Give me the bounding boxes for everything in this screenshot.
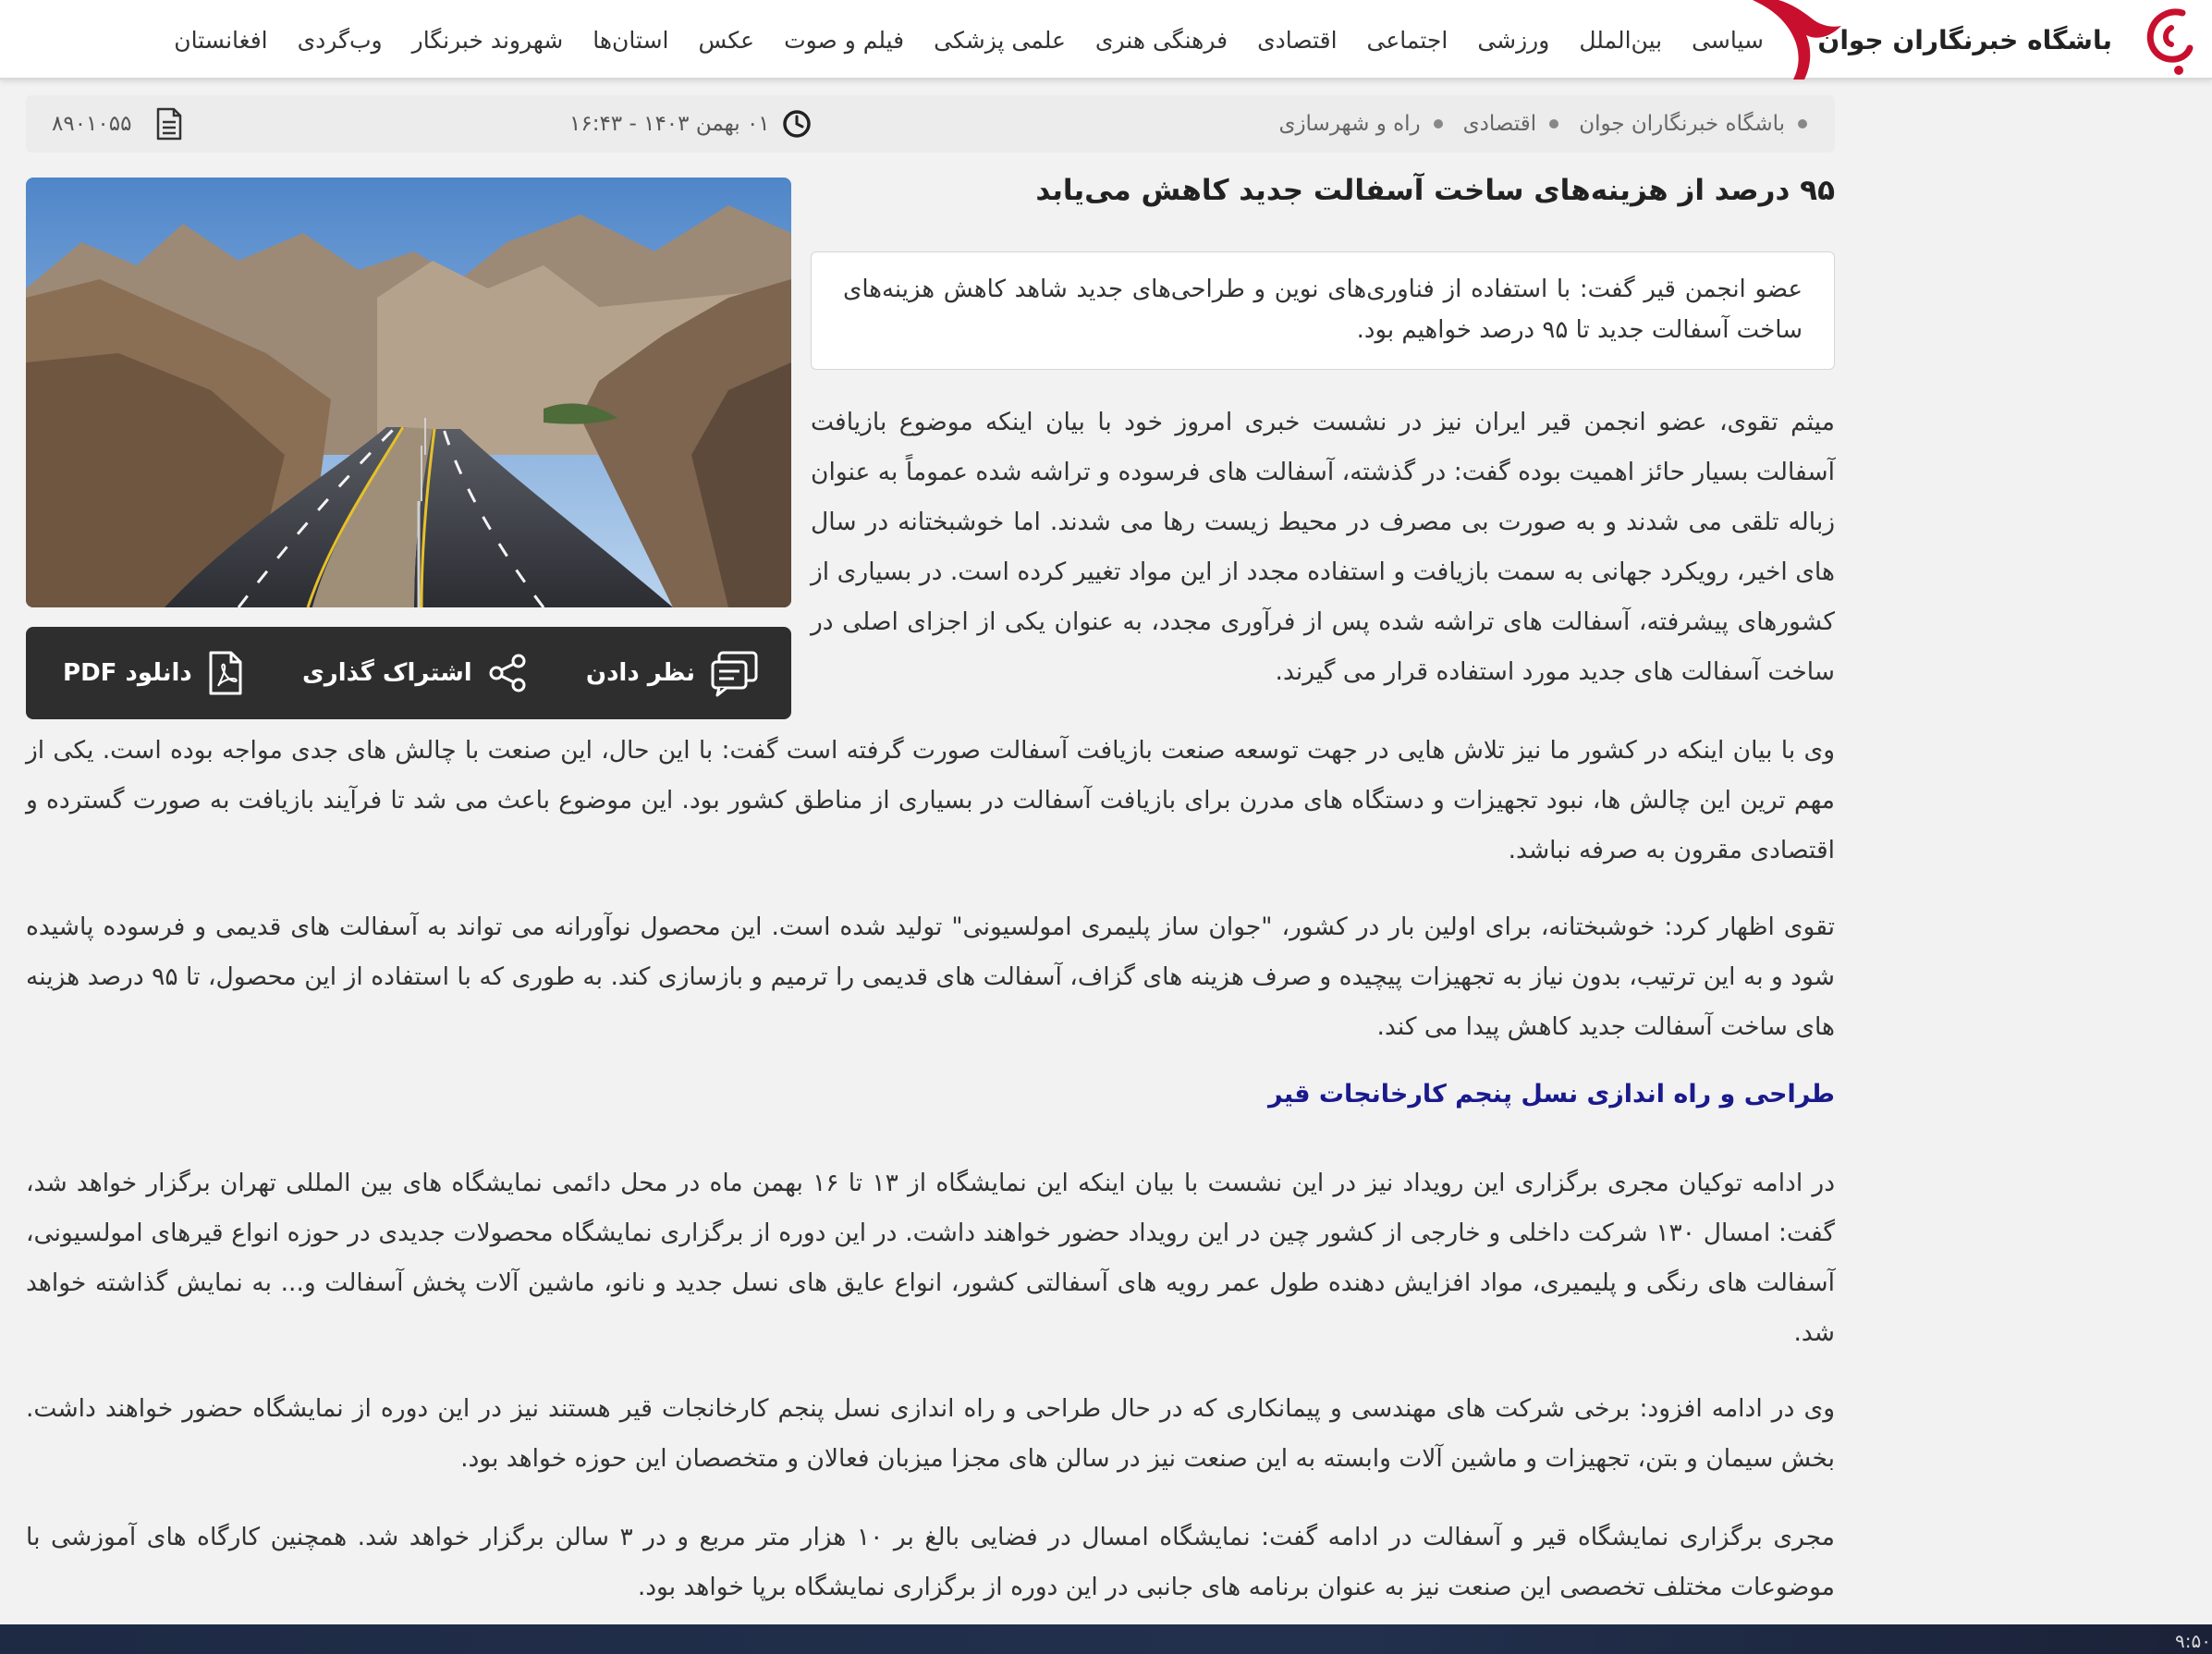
- nav-item-photo[interactable]: عکس: [698, 26, 755, 54]
- article-meta-bar: [26, 95, 1835, 153]
- article-paragraph: میثم تقوی، عضو انجمن قیر ایران نیز در نشست خبری امروز خود با بیان اینکه موضوع بازیافت آسفالت بسیار حائز اهمیت بوده گفت: در گذشته، آسفالت های فرسوده و تراشه شده عموماً به عنوان زباله تلقی می شدند و به صورت بی مصرف در محیط زیست رها می شدند. اما خوشبختانه در سال های اخیر، رویکرد جهانی به سمت بازیافت و استفاده مجدد از این مواد تغییر کرده است. در بسیاری از کشورهای پیشرفته، آسفالت های تراشه شده پس از فرآوری مجدد، به عنوان یکی از اجزای اصلی در ساخت آسفالت های جدید مورد استفاده قرار می گیرند.: [811, 408, 1835, 686]
- document-icon: [155, 107, 183, 141]
- breadcrumb: [1278, 95, 1807, 153]
- nav-item-citizen-reporter[interactable]: شهروند خبرنگار: [411, 26, 564, 54]
- publish-datetime: [569, 95, 813, 153]
- nav-item-social[interactable]: اجتماعی: [1366, 26, 1448, 54]
- publish-datetime-text: ۰۱ بهمن ۱۴۰۳ - ۱۶:۴۳: [569, 112, 770, 136]
- breadcrumb-item-home[interactable]: [1579, 112, 1807, 136]
- site-brand[interactable]: [1815, 0, 2203, 80]
- breadcrumb-label: اقتصادی: [1462, 112, 1537, 136]
- site-logo-icon[interactable]: [2118, 0, 2203, 80]
- article-paragraph: مجری برگزاری نمایشگاه قیر و آسفالت در ادامه گفت: نمایشگاه امسال در فضایی بالغ بر ۱۰ هزار متر مربع و در ۳ سالن برگزار خواهد شد. همچنین کارگاه های آموزشی با موضوعات مختلف تخصصی این صنعت نیز به عنوان برنامه های جانبی در این دوره از برگزاری نمایشگاه برپا خواهد بود.: [26, 1523, 1835, 1601]
- breadcrumb-label: راه و شهرسازی: [1278, 112, 1421, 136]
- breadcrumb-item-roads[interactable]: [1278, 112, 1442, 136]
- news-id: [52, 95, 183, 153]
- nav-item-culture-art[interactable]: فرهنگی هنری: [1094, 26, 1228, 54]
- article-subheading: طراحی و راه اندازی نسل پنجم کارخانجات قیر: [1268, 1080, 1835, 1109]
- download-pdf-button[interactable]: [63, 651, 244, 695]
- site-name[interactable]: باشگاه خبرنگاران جوان: [1817, 24, 2112, 55]
- article-photo[interactable]: [26, 178, 791, 607]
- nav-item-sports[interactable]: ورزشی: [1477, 26, 1550, 54]
- comment-button[interactable]: [586, 649, 760, 697]
- nav-item-international[interactable]: بین‌الملل: [1579, 26, 1663, 54]
- bullet-icon: [1549, 119, 1558, 129]
- download-pdf-label: دانلود PDF: [63, 659, 192, 687]
- nav-item-economy[interactable]: اقتصادی: [1257, 26, 1338, 54]
- bullet-icon: [1798, 119, 1807, 129]
- breadcrumb-label: باشگاه خبرنگاران جوان: [1579, 112, 1785, 136]
- nav-item-politics[interactable]: سیاسی: [1692, 26, 1764, 54]
- nav-item-science-medical[interactable]: علمی پزشکی: [934, 26, 1066, 54]
- article-paragraph: وی در ادامه افزود: برخی شرکت های مهندسی و پیمانکاری که در حال طراحی و راه اندازی نسل پنجم کارخانجات قیر هستند نیز در این دوره از نمایشگاه حضور خواهند داشت. بخش سیمان و بتن، تجهیزات و ماشین آلات وابسته به این صنعت نیز در سالن های مجزا میزبان فعالان و متخصصان این حوزه خواهد بود.: [26, 1394, 1835, 1473]
- main-nav: [144, 0, 1764, 80]
- article-paragraph: تقوی اظهار کرد: خوشبختانه، برای اولین بار در کشور، "جوان ساز پلیمری امولسیونی" تولید شده است. این محصول نوآورانه می تواند به آسفالت های قدیمی و فرسوده پاشیده شود و به این ترتیب، بدون نیاز به تجهیزات پیچیده و صرف هزینه های گزاف، آسفالت های قدیمی را ترمیم و بازسازی کند. به طوری که با استفاده از این محصول، تا ۹۵ درصد هزینه های ساخت آسفالت جدید کاهش پیدا می کند.: [26, 913, 1835, 1041]
- nav-item-web-browsing[interactable]: وب‌گردی: [297, 26, 383, 54]
- share-label: اشتراک گذاری: [301, 659, 472, 687]
- article-action-bar: [26, 627, 791, 719]
- article-title: ۹۵ درصد از هزینه‌های ساخت آسفالت جدید کاهش می‌یابد: [1035, 174, 1835, 207]
- share-button[interactable]: [302, 653, 528, 693]
- nav-item-video-audio[interactable]: فیلم و صوت: [784, 26, 905, 54]
- comment-icon: [710, 649, 760, 697]
- breadcrumb-item-economy[interactable]: [1463, 112, 1559, 136]
- news-id-text: ۸۹۰۱۰۵۵: [52, 112, 132, 136]
- top-navbar: [0, 0, 2212, 80]
- article-paragraph: وی با بیان اینکه در کشور ما نیز تلاش هایی در جهت توسعه صنعت بازیافت آسفالت صورت گرفته است گفت: با این حال، این صنعت با چالش های جدی مواجه بوده است. یکی از مهم ترین این چالش ها، نبود تجهیزات و دستگاه های مدرن برای بازیافت آسفالت در بسیاری از مناطق کشور بود. این موضوع باعث می شد تا فرآیند بازیافت به صورت گسترده و اقتصادی مقرون به صرفه نباشد.: [26, 736, 1835, 864]
- share-icon: [487, 653, 528, 693]
- bullet-icon: [1434, 119, 1443, 129]
- comment-label: نظر دادن: [585, 659, 695, 687]
- nav-item-afghanistan[interactable]: افغانستان: [174, 26, 268, 54]
- article-lead-text: عضو انجمن قیر گفت: با استفاده از فناوری‌های نوین و طراحی‌های جدید شاهد کاهش هزینه‌های ساخت آسفالت جدید تا ۹۵ درصد خواهیم بود.: [843, 276, 1803, 344]
- clock-icon: [781, 108, 813, 140]
- article-lead: [811, 251, 1835, 370]
- nav-item-provinces[interactable]: استان‌ها: [593, 26, 669, 54]
- article-paragraph: در ادامه توکیان مجری برگزاری این رویداد نیز در این نشست با بیان اینکه این نمایشگاه از ۱۳ تا ۱۶ بهمن ماه در محل دائمی نمایشگاه های بین المللی تهران برگزار خواهد شد، گفت: امسال ۱۳۰ شرکت داخلی و خارجی از کشور چین در این رویداد حضور خواهند داشت. در این دوره از برگزاری نمایشگاه محصولات جدیدی در حوزه انواع قیرهای امولسیونی، آسفالت های رنگی و پلیمیری، مواد افزایش دهنده طول عمر رویه های آسفالتی کشور، انواع عایق های نسل جدید و نانو، ماشین آلات پخش آسفالت و... به نمایش گذاشته خواهد شد.: [26, 1169, 1836, 1347]
- taskbar-clock: ۹:۵۰: [2175, 1630, 2211, 1652]
- os-taskbar: [0, 1624, 2212, 1654]
- pdf-icon: [207, 651, 244, 695]
